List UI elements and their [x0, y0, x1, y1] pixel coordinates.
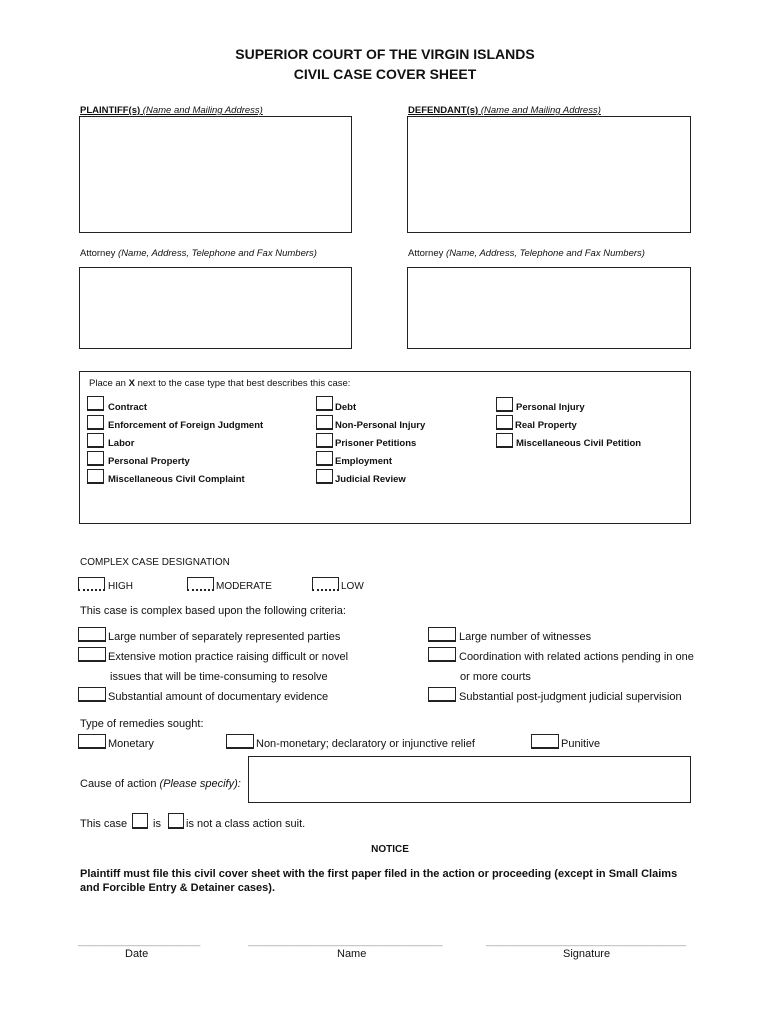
- criteria-many-witnesses: Large number of witnesses: [459, 631, 592, 643]
- defendant-label-bold: DEFENDANT(s): [408, 105, 479, 116]
- criteria-intro: This case is complex based upon the following criteria:: [80, 605, 346, 617]
- checkbox-class-action-is[interactable]: [132, 813, 148, 829]
- criteria-motion-practice-cont: issues that will be time-consuming to resolve: [110, 671, 328, 683]
- checkbox-personal-injury[interactable]: [496, 397, 513, 412]
- class-action-pre: This case: [80, 818, 128, 830]
- cause-label: [80, 778, 241, 790]
- cause-label-plain: Cause of action: [80, 778, 160, 790]
- checkbox-motion-practice[interactable]: [78, 647, 106, 662]
- case-type-foreign-judgment: Enforcement of Foreign Judgment: [108, 420, 264, 431]
- class-action-is-not: is not a class action suit.: [186, 818, 306, 830]
- checkbox-debt[interactable]: [316, 396, 333, 411]
- checkbox-moderate[interactable]: [187, 577, 214, 591]
- instruction-pre: Place an: [89, 378, 129, 389]
- checkbox-many-witnesses[interactable]: [428, 627, 456, 642]
- checkbox-employment[interactable]: [316, 451, 333, 466]
- checkbox-post-judgment[interactable]: [428, 687, 456, 702]
- checkbox-foreign-judgment[interactable]: [87, 415, 104, 430]
- plaintiff-attorney-label: [80, 248, 317, 259]
- date-label: Date: [125, 948, 149, 960]
- checkbox-high[interactable]: [78, 577, 105, 591]
- form-title-line2: CIVIL CASE COVER SHEET: [293, 66, 477, 82]
- remedy-nonmonetary: Non-monetary; declaratory or injunctive relief: [256, 738, 475, 750]
- remedies-heading: Type of remedies sought:: [80, 718, 204, 730]
- case-type-contract: Contract: [108, 402, 148, 413]
- complex-heading: COMPLEX CASE DESIGNATION: [80, 557, 230, 568]
- defendant-label-ital: (Name and Mailing Address): [478, 105, 601, 116]
- case-type-labor: Labor: [108, 438, 135, 449]
- checkbox-coordination[interactable]: [428, 647, 456, 662]
- name-line[interactable]: ___________________________________: [248, 936, 443, 947]
- defendant-attorney-label: [408, 248, 645, 259]
- case-type-instruction: [89, 378, 350, 389]
- plaintiff-attorney-ital: (Name, Address, Telephone and Fax Numbers): [118, 248, 317, 259]
- checkbox-class-action-is-not[interactable]: [168, 813, 184, 829]
- checkbox-punitive[interactable]: [531, 734, 559, 749]
- criteria-documentary-evidence: Substantial amount of documentary evidence: [108, 691, 329, 703]
- criteria-motion-practice: Extensive motion practice raising difficult or novel: [108, 651, 349, 663]
- case-type-misc-civil-complaint: Miscellaneous Civil Complaint: [108, 474, 245, 485]
- plaintiff-address-field[interactable]: [79, 116, 352, 233]
- checkbox-misc-civil-petition[interactable]: [496, 433, 513, 448]
- cause-label-ital: (Please specify):: [159, 778, 241, 790]
- case-type-debt: Debt: [335, 402, 357, 413]
- checkbox-documentary-evidence[interactable]: [78, 687, 106, 702]
- case-type-misc-civil-petition: Miscellaneous Civil Petition: [516, 438, 642, 449]
- case-type-real-property: Real Property: [515, 420, 577, 431]
- defendant-attorney-ital: (Name, Address, Telephone and Fax Numbers): [446, 248, 645, 259]
- checkbox-labor[interactable]: [87, 433, 104, 448]
- checkbox-non-personal-injury[interactable]: [316, 415, 333, 430]
- complex-moderate-label: MODERATE: [216, 581, 272, 592]
- plaintiff-attorney-field[interactable]: [79, 267, 352, 349]
- plaintiff-label-bold: PLAINTIFF(s): [80, 105, 141, 116]
- criteria-coordination-cont: or more courts: [460, 671, 531, 683]
- name-label: Name: [337, 948, 367, 960]
- case-type-prisoner-petitions: Prisoner Petitions: [335, 438, 417, 449]
- remedy-punitive: Punitive: [561, 738, 601, 750]
- notice-line2: and Forcible Entry & Detainer cases).: [80, 882, 276, 894]
- defendant-attorney-plain: Attorney: [408, 248, 447, 259]
- notice-heading: NOTICE: [371, 844, 409, 855]
- criteria-coordination: Coordination with related actions pending in one: [459, 651, 694, 663]
- checkbox-real-property[interactable]: [496, 415, 513, 430]
- checkbox-contract[interactable]: [87, 396, 104, 411]
- signature-label: Signature: [563, 948, 611, 960]
- instruction-x: X: [128, 378, 135, 389]
- case-type-personal-property: Personal Property: [108, 456, 190, 467]
- case-type-personal-injury: Personal Injury: [516, 402, 585, 413]
- cause-of-action-field[interactable]: [248, 756, 691, 803]
- remedy-monetary: Monetary: [108, 738, 154, 750]
- signature-line[interactable]: ____________________________________: [486, 936, 687, 947]
- case-type-employment: Employment: [335, 456, 393, 467]
- checkbox-monetary[interactable]: [78, 734, 106, 749]
- case-type-non-personal-injury: Non-Personal Injury: [335, 420, 426, 431]
- defendant-attorney-field[interactable]: [407, 267, 691, 349]
- date-line[interactable]: ______________________: [78, 936, 201, 947]
- complex-low-label: LOW: [341, 581, 364, 592]
- plaintiff-label-ital: (Name and Mailing Address): [140, 105, 263, 116]
- checkbox-judicial-review[interactable]: [316, 469, 333, 484]
- criteria-post-judgment: Substantial post-judgment judicial supervision: [459, 691, 682, 703]
- complex-high-label: HIGH: [108, 581, 133, 592]
- instruction-post: next to the case type that best describes this case:: [134, 378, 351, 389]
- defendant-label: [408, 105, 601, 116]
- checkbox-prisoner-petitions[interactable]: [316, 433, 333, 448]
- checkbox-misc-civil-complaint[interactable]: [87, 469, 104, 484]
- plaintiff-attorney-plain: Attorney: [80, 248, 119, 259]
- criteria-many-parties: Large number of separately represented parties: [108, 631, 341, 643]
- defendant-address-field[interactable]: [407, 116, 691, 233]
- plaintiff-label: [80, 105, 263, 116]
- class-action-is: is: [153, 818, 161, 830]
- checkbox-low[interactable]: [312, 577, 339, 591]
- checkbox-many-parties[interactable]: [78, 627, 106, 642]
- form-title-line1: SUPERIOR COURT OF THE VIRGIN ISLANDS: [235, 46, 535, 62]
- case-type-judicial-review: Judicial Review: [335, 474, 406, 485]
- checkbox-nonmonetary[interactable]: [226, 734, 254, 749]
- checkbox-personal-property[interactable]: [87, 451, 104, 466]
- notice-line1: Plaintiff must file this civil cover sheet with the first paper filed in the action or proceeding (except in Small Claims: [80, 868, 678, 880]
